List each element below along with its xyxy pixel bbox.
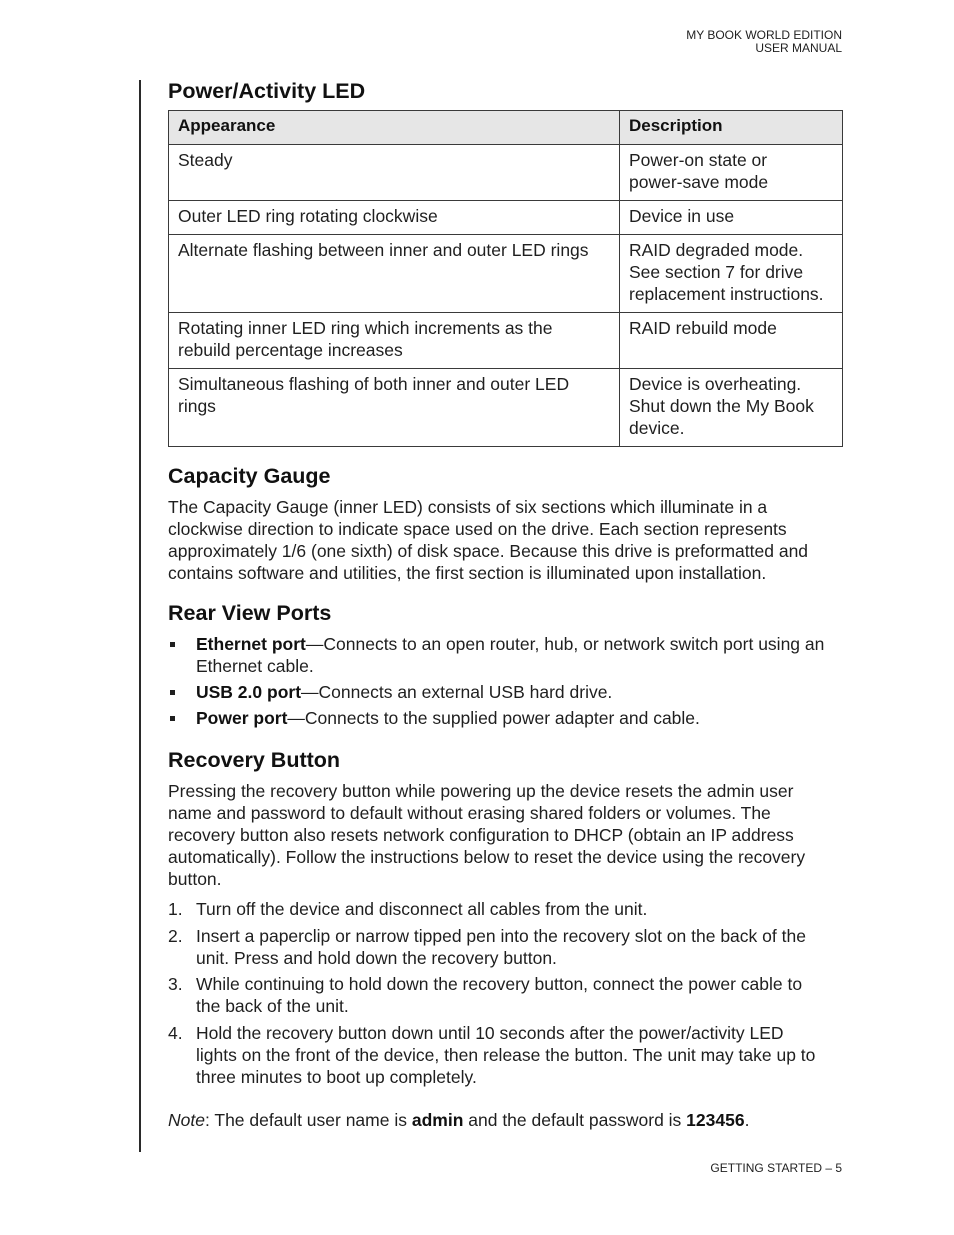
list-item xyxy=(168,707,842,729)
recovery-steps-list xyxy=(168,898,842,1092)
footer-page-label: GETTING STARTED – 5 xyxy=(710,1161,842,1175)
running-header xyxy=(686,29,842,55)
step-item xyxy=(168,898,842,920)
step-text: Hold the recovery button down until 10 seconds after the power/activity LED lights on the front of the device, then release the button. The unit may take up to three minutes to boot up completely. xyxy=(196,1022,816,1087)
default-password: 123456 xyxy=(686,1110,745,1130)
list-item-text: —Connects to the supplied power adapter and cable. xyxy=(287,708,700,728)
step-item xyxy=(168,1022,842,1088)
table-cell-appearance: Outer LED ring rotating clockwise xyxy=(169,201,620,235)
list-item xyxy=(168,633,842,677)
step-item xyxy=(168,925,842,969)
table-row xyxy=(169,235,843,313)
table-cell-appearance: Steady xyxy=(169,145,620,201)
step-text: Turn off the device and disconnect all cables from the unit. xyxy=(196,899,648,919)
section-heading-capacity-gauge: Capacity Gauge xyxy=(168,464,331,488)
note-label: Note xyxy=(168,1110,205,1130)
running-header-title: MY BOOK WORLD EDITION xyxy=(686,28,842,42)
table-cell-description: Power-on state or power-save mode xyxy=(620,145,843,201)
bullet-marker xyxy=(170,716,175,721)
step-item xyxy=(168,973,842,1017)
default-username: admin xyxy=(411,1110,464,1130)
step-text: Insert a paperclip or narrow tipped pen into the recovery slot on the back of the unit. Press and hold down the recovery button. xyxy=(196,925,806,968)
section-heading-rear-view-ports: Rear View Ports xyxy=(168,601,332,625)
step-number: 1. xyxy=(168,899,183,919)
note-text-end: . xyxy=(744,1110,750,1130)
step-number: 2. xyxy=(168,925,183,946)
table-row xyxy=(169,201,843,235)
note-line xyxy=(168,1109,842,1131)
table-cell-description: RAID degraded mode. See section 7 for drive replacement instructions. xyxy=(620,235,843,313)
table-cell-description: Device is overheating. Shut down the My Book device. xyxy=(620,369,843,447)
running-header-subtitle: USER MANUAL xyxy=(755,41,842,55)
margin-rule xyxy=(139,80,141,1152)
table-row xyxy=(169,369,843,447)
table-cell-appearance: Rotating inner LED ring which increments as the rebuild percentage increases xyxy=(169,313,620,369)
list-item-text: —Connects to an open router, hub, or network switch port using an Ethernet cable. xyxy=(196,634,825,676)
note-text: : The default user name is xyxy=(204,1110,412,1130)
list-item xyxy=(168,681,842,703)
step-number: 3. xyxy=(168,974,183,994)
step-text: While continuing to hold down the recovery button, connect the power cable to the back of the unit. xyxy=(196,974,803,1016)
led-status-table xyxy=(168,110,843,447)
section-heading-power-activity-led: Power/Activity LED xyxy=(168,79,366,103)
table-row xyxy=(169,313,843,369)
table-cell-appearance: Alternate flashing between inner and outer LED rings xyxy=(169,235,620,313)
section-heading-recovery-button: Recovery Button xyxy=(168,748,341,772)
table-header-description: Description xyxy=(620,111,843,145)
list-item-term: USB 2.0 port xyxy=(196,682,302,702)
table-header-appearance: Appearance xyxy=(169,111,620,145)
recovery-button-paragraph: Pressing the recovery button while powering up the device resets the admin user name and password to default without erasing shared folders or volumes. The recovery button also resets network configuration to DHCP (obtain an IP address automatically). Follow the instructions below to reset the device using the recovery button. xyxy=(168,781,806,889)
table-cell-description: Device in use xyxy=(620,201,843,235)
capacity-gauge-paragraph: The Capacity Gauge (inner LED) consists of six sections which illuminate in a clockwise direction to indicate space used on the drive. Each section represents approximately 1/6 (one sixth) of disk space. Because this drive is preformatted and contains software and utilities, the first section is illuminated upon installation. xyxy=(168,497,809,583)
step-number: 4. xyxy=(168,1022,183,1043)
bullet-marker xyxy=(170,642,175,647)
rear-ports-list xyxy=(168,633,842,733)
list-item-term: Ethernet port xyxy=(196,634,306,654)
list-item-text: —Connects an external USB hard drive. xyxy=(301,682,613,702)
note-text: and the default password is xyxy=(463,1110,687,1130)
page-footer xyxy=(710,1162,842,1175)
bullet-marker xyxy=(170,690,175,695)
table-row xyxy=(169,145,843,201)
table-header-row xyxy=(169,111,843,145)
table-cell-description: RAID rebuild mode xyxy=(620,313,843,369)
list-item-term: Power port xyxy=(196,708,288,728)
table-cell-appearance: Simultaneous flashing of both inner and outer LED rings xyxy=(169,369,620,447)
